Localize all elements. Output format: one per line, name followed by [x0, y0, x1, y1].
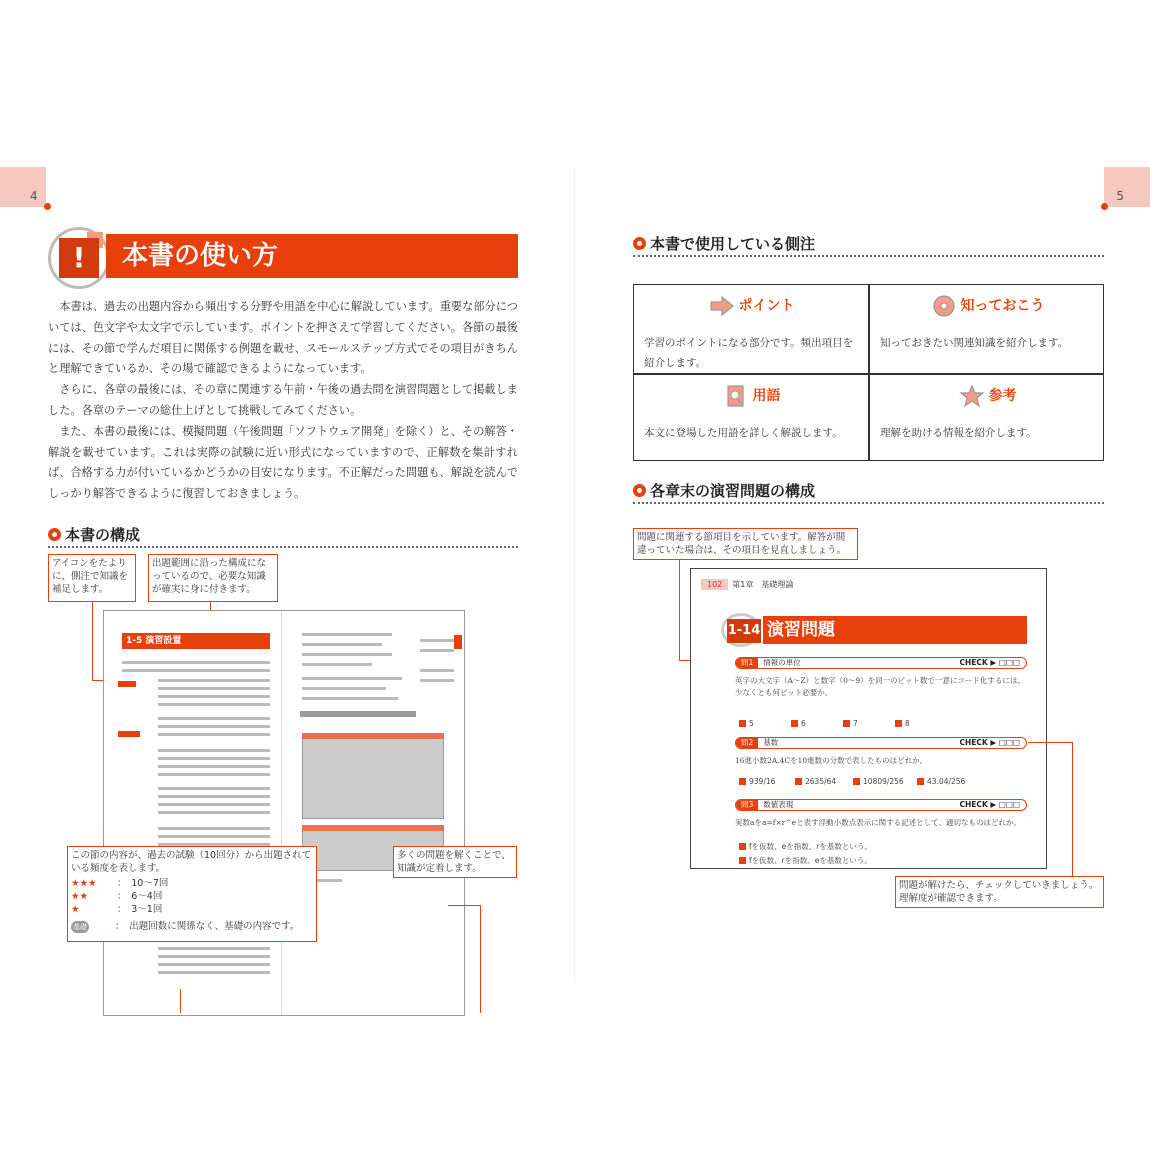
arrow-icon: [709, 295, 735, 317]
left-page: [0, 167, 575, 982]
freq-row: ★★★ ： 10～7回: [71, 878, 169, 889]
question-text: 英字の大文字（A～Z）と数字（0～9）を同一のビット数で一意にコード化するには、少なくとも何ビット必要か。: [735, 676, 1025, 697]
sidenote-know: 知っておこう 知っておきたい関連知識を紹介します。: [870, 285, 1105, 373]
page-tab: [1104, 167, 1150, 207]
divider: [633, 255, 1104, 257]
question-text: 実数aをa=f×r^eと表す浮動小数点表示に関する記述として、適切なものはどれか。: [735, 818, 1021, 827]
option: 7: [843, 719, 858, 728]
scope-callout: 出題範囲に沿った構成になっているので、必要な知識が確実に身に付きます。: [148, 554, 278, 602]
page-dot: [1101, 203, 1108, 210]
section-heading: 各章末の演習問題の構成: [633, 480, 815, 501]
bullet-icon: [633, 237, 646, 250]
option: 8: [895, 719, 910, 728]
sidenote-reference: 参考 理解を助ける情報を紹介します。: [870, 375, 1105, 463]
option: 2635/64: [795, 777, 836, 786]
paragraph: 本書は、過去の出題内容から頻出する分野や用語を中心に解説しています。重要な部分については、色文字や太文字で示しています。ポイントを押さえて学習してください。各節の最後には、その節で学んだ項目に関係する例題を載せ、スモールステップ方式でその項目がきちんと理解できているか、その場で確認できるようになっています。: [48, 300, 518, 376]
divider: [633, 502, 1104, 504]
section-heading: 本書の構成: [48, 524, 140, 545]
exclamation-icon: !: [48, 227, 110, 289]
question-bar: 問2 基数 CHECK ▶ □□□: [735, 737, 1027, 749]
example-box: [302, 733, 444, 819]
question-bar: 問1 情報の単位 CHECK ▶ □□□: [735, 657, 1027, 669]
sidenote-table: [633, 284, 1104, 461]
page-dot: [44, 203, 51, 210]
section-heading: 本書で使用している側注: [633, 233, 815, 254]
option: 6: [791, 719, 806, 728]
solve-callout: 多くの問題を解くことで、知識が定着します。: [393, 846, 517, 878]
icon-callout: アイコンをたよりに、側注で知識を補足します。: [48, 554, 136, 602]
freq-row: ★ ： 3～1回: [71, 904, 163, 915]
page-title: 本書の使い方: [106, 234, 518, 278]
paragraph: また、本書の最後には、模擬問題（午後問題「ソフトウェア開発」を除く）と、その解答・解説を載せています。これは実際の試験に近い形式になっていますので、正解数を集計すれば、合格する力が付いているかどうかの目安になります。不正解だった問題も、解説を読んでしっかり解答できるように復習しておきましょう。: [48, 424, 518, 501]
option: 43.04/256: [917, 777, 965, 786]
star-icon: [959, 385, 985, 407]
frequency-callout: [67, 846, 317, 942]
option: 5: [739, 719, 754, 728]
cd-icon: [931, 295, 957, 317]
book-icon: [723, 385, 749, 407]
frequency-note: この節の内容が、過去の試験（10回分）から出題されている頻度を表します。: [71, 850, 312, 874]
preview-page-number: 102: [701, 579, 728, 590]
page-number: 5: [1116, 189, 1124, 203]
exercise-title: 演習問題: [763, 616, 1027, 644]
basic-row: 基礎 ： 出題回数に関係なく、基礎の内容です。: [73, 921, 300, 932]
sidenote-term: 用語 本文に登場した用語を詳しく解説します。: [634, 375, 869, 463]
option: fを仮数、eを指数、rを基数という。: [739, 841, 872, 852]
check-callout: 問題が解けたら、チェックしていきましょう。理解度が確認できます。: [895, 876, 1104, 908]
layout-preview: [103, 610, 465, 1016]
question-bar: 問3 数値表現 CHECK ▶ □□□: [735, 799, 1027, 811]
paragraph: さらに、各章の最後には、その章に関連する午前・午後の過去問を演習問題として掲載しました。各章のテーマの総仕上げとして挑戦してみてください。: [48, 383, 518, 417]
option: 10809/256: [853, 777, 904, 786]
question-text: 16進小数2A.4Cを10進数の分数で表したものはどれか。: [735, 756, 928, 765]
preview-chapter: 第1章 基礎理論: [732, 580, 794, 589]
exercise-preview: [690, 568, 1047, 869]
divider: [48, 546, 518, 548]
sidenote-point: ポイント 学習のポイントになる部分です。頻出項目を紹介します。: [634, 285, 869, 373]
freq-row: ★★ ： 6～4回: [71, 891, 163, 902]
bullet-icon: [48, 528, 61, 541]
option: fを仮数、rを指数、eを基数という。: [739, 855, 872, 866]
bullet-icon: [633, 484, 646, 497]
related-section-callout: 問題に関連する節項目を示しています。解答が間違っていた場合は、その項目を見直しましょう。: [633, 528, 858, 560]
page-number: 4: [30, 189, 38, 203]
intro-text: [48, 297, 518, 505]
basic-badge: 基礎: [73, 923, 87, 931]
preview-section-badge: 1-5 演習設置: [122, 633, 270, 649]
option: 939/16: [739, 777, 775, 786]
page-tab: [0, 167, 46, 207]
section-number-badge: 1-14: [721, 613, 761, 647]
